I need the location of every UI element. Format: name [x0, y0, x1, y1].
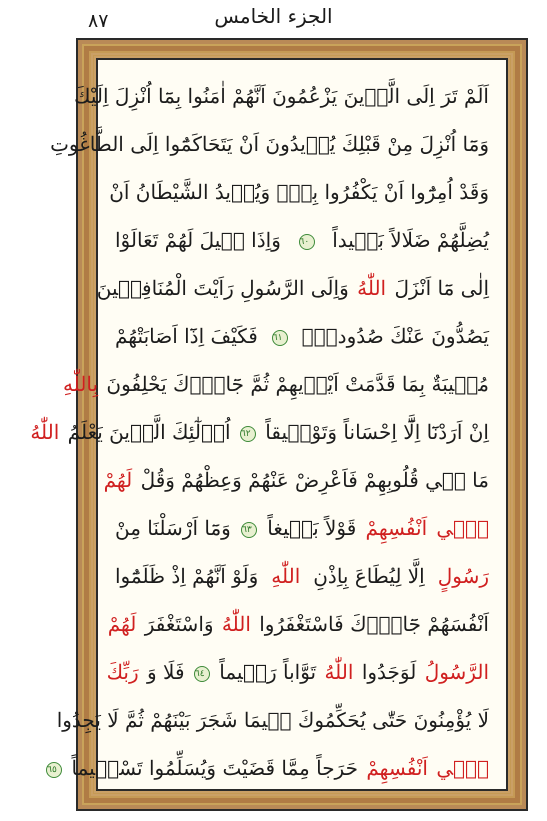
highlighted-word: رَبِّكَ: [106, 660, 139, 684]
highlighted-word: اَنْفُسِهِمْ: [365, 516, 428, 540]
text-line-9: [103, 460, 490, 500]
divine-name: اللّٰهِ: [271, 564, 301, 588]
verse-text: لَوَجَدُوا: [361, 660, 417, 684]
text-line-5: [96, 268, 490, 308]
verse-text: فَكَيْفَ اِذَٓا اَصَابَتْهُمْ: [115, 324, 258, 348]
verse-text: قَوْلاً بَل۪يغاً: [267, 516, 357, 540]
verse-text: فَلَا وَ: [147, 660, 185, 684]
highlighted-word: ف۪ٓي: [436, 756, 489, 780]
text-line-11: [114, 556, 490, 596]
highlighted-word: الرَّسُولُ: [424, 660, 489, 684]
ayah-number-marker: ٦٥: [46, 762, 62, 778]
highlighted-word: لَهُمْ: [107, 612, 137, 636]
verse-text: حَرَجاً مِمَّا قَضَيْتَ وَيُسَلِّمُوا تَسْل۪يماً: [71, 756, 358, 780]
ayah-number-marker: ٦٤: [194, 666, 210, 682]
verse-text: اِنْ اَرَدْنَٓا اِلَّٓا اِحْسَاناً وَتَوْف۪يقاً: [265, 420, 489, 444]
text-line-2: [50, 124, 490, 164]
verse-text: اُو۬لٰٓئِكَ الَّذ۪ينَ يَعْلَمُ: [67, 420, 231, 444]
verse-text: اِلَّا لِيُطَاعَ بِاِذْنِ: [313, 564, 425, 588]
verse-text: وَمَٓا اَرْسَلْنَا مِنْ: [115, 516, 231, 540]
ayah-number-marker: ٦١: [272, 330, 288, 346]
verse-text: اَلَمْ تَرَ اِلَى الَّذ۪ينَ يَزْعُمُونَ اَنَّهُمْ اٰمَنُوا بِمَٓا اُنْزِلَ اِلَيْكَ: [74, 84, 489, 108]
verse-text: وَاسْتَغْفَرَ: [144, 612, 214, 636]
divine-name: اللّٰهُ: [30, 420, 60, 444]
text-line-14: [56, 700, 490, 740]
page-number: ٨٧: [88, 10, 109, 32]
page-header: [0, 0, 547, 36]
verse-text: تَوَّاباً رَح۪يماً: [219, 660, 317, 684]
text-line-8: [30, 412, 490, 452]
text-line-4: [114, 220, 490, 260]
highlighted-word: اَنْفُسِهِمْ: [366, 756, 428, 780]
verse-text: مُص۪يبَةٌ بِمَا قَدَّمَتْ اَيْد۪يهِمْ ثُمَّ جَٓاؤُ۫كَ يَحْلِفُونَ: [106, 372, 489, 396]
verse-text: اَنْفُسَهُمْ جَٓاؤُ۫كَ فَاسْتَغْفَرُوا: [259, 612, 489, 636]
divine-name: بِاللّٰهِ: [62, 372, 99, 396]
text-line-7: [62, 364, 490, 404]
verse-text: وَمَٓا اُنْزِلَ مِنْ قَبْلِكَ يُر۪يدُونَ اَنْ يَتَحَاكَمُٓوا اِلَى الطَّاغُوتِ: [50, 132, 489, 156]
text-line-1: [74, 76, 490, 116]
verse-text: مَا ف۪ي قُلُوبِهِمْ فَاَعْرِضْ عَنْهُمْ وَعِظْهُمْ وَقُلْ: [140, 468, 489, 492]
quran-text-panel: [30, 58, 508, 791]
ayah-number-marker: ٦٢: [240, 426, 256, 442]
verse-text: اِلٰى مَٓا اَنْزَلَ: [394, 276, 489, 300]
verse-text: وَلَوْ اَنَّهُمْ اِذْ ظَلَمُٓوا: [115, 564, 259, 588]
divine-name: اللّٰهُ: [221, 612, 251, 636]
text-line-3: [109, 172, 490, 212]
verse-text: لَا يُؤْمِنُونَ حَتّٰى يُحَكِّمُوكَ ف۪يمَا شَجَرَ بَيْنَهُمْ ثُمَّ لَا يَجِدُوا: [56, 708, 489, 732]
text-line-15: [47, 748, 490, 788]
highlighted-word: لَهُمْ: [103, 468, 133, 492]
divine-name: اللّٰهُ: [324, 660, 354, 684]
verse-text: يُضِلَّهُمْ ضَلَالاً بَع۪يداً: [332, 228, 489, 252]
verse-text: يَصُدُّونَ عَنْكَ صُدُوداًۚ: [301, 324, 489, 348]
verse-text: وَاِلَى الرَّسُولِ رَاَيْتَ الْمُنَافِق۪ينَ: [96, 276, 349, 300]
text-line-10: [114, 508, 490, 548]
verse-text: وَاِذَا ق۪يلَ لَهُمْ تَعَالَوْا: [115, 228, 281, 252]
highlighted-word: ف۪ٓي: [436, 516, 490, 540]
highlighted-word: رَسُولٍ: [437, 564, 489, 588]
divine-name: اللّٰهُ: [357, 276, 387, 300]
ayah-number-marker: ٦٣: [241, 522, 257, 538]
text-line-13: [106, 652, 490, 692]
ayah-number-marker: ٦٠: [299, 234, 315, 250]
text-line-12: [107, 604, 490, 644]
text-line-6: [114, 316, 490, 356]
verse-text: وَقَدْ اُمِرُٓوا اَنْ يَكْفُرُوا بِه۪ۜ وَيُر۪يدُ الشَّيْطَانُ اَنْ: [109, 180, 489, 204]
juz-title: الجزء الخامس: [214, 4, 333, 28]
